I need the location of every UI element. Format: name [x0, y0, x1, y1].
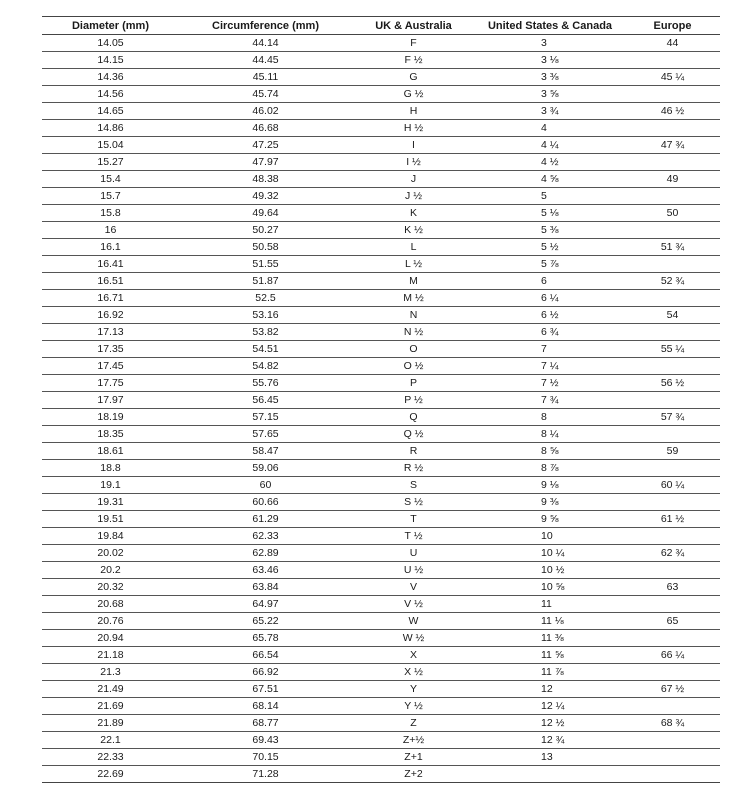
europe-size-cell: [625, 426, 720, 443]
us-size-cell: 11 ⅜: [475, 630, 625, 647]
europe-size-cell: 67 ½: [625, 681, 720, 698]
circumference-cell: 60.66: [179, 494, 352, 511]
circumference-cell: 48.38: [179, 171, 352, 188]
europe-size-cell: 57 ¾: [625, 409, 720, 426]
circumference-cell: 49.64: [179, 205, 352, 222]
diameter-cell: 14.65: [42, 103, 179, 120]
us-size-cell: 4 ¼: [475, 137, 625, 154]
europe-size-cell: [625, 562, 720, 579]
circumference-cell: 65.78: [179, 630, 352, 647]
europe-size-cell: [625, 494, 720, 511]
uk-size-cell: W ½: [352, 630, 475, 647]
us-size-cell: 9 ⅝: [475, 511, 625, 528]
circumference-cell: 61.29: [179, 511, 352, 528]
uk-size-cell: J ½: [352, 188, 475, 205]
uk-size-cell: X ½: [352, 664, 475, 681]
uk-size-cell: Y ½: [352, 698, 475, 715]
table-row: [42, 324, 720, 341]
uk-size-cell: R ½: [352, 460, 475, 477]
uk-size-cell: N ½: [352, 324, 475, 341]
us-size-cell: 6 ¼: [475, 290, 625, 307]
diameter-cell: 21.3: [42, 664, 179, 681]
us-size-cell: 12: [475, 681, 625, 698]
europe-size-cell: [625, 749, 720, 766]
table-row: [42, 749, 720, 766]
europe-size-cell: [625, 596, 720, 613]
diameter-cell: 15.27: [42, 154, 179, 171]
us-size-cell: 3 ¾: [475, 103, 625, 120]
table-row: [42, 222, 720, 239]
uk-size-cell: Z+2: [352, 766, 475, 783]
us-size-cell: 5: [475, 188, 625, 205]
diameter-cell: 20.02: [42, 545, 179, 562]
header-row: [42, 17, 720, 35]
table-row: [42, 562, 720, 579]
diameter-cell: 15.4: [42, 171, 179, 188]
europe-size-cell: [625, 732, 720, 749]
circumference-cell: 57.15: [179, 409, 352, 426]
table-row: [42, 358, 720, 375]
diameter-cell: 20.68: [42, 596, 179, 613]
diameter-cell: 15.04: [42, 137, 179, 154]
europe-size-cell: [625, 528, 720, 545]
diameter-cell: 21.69: [42, 698, 179, 715]
circumference-cell: 57.65: [179, 426, 352, 443]
circumference-cell: 59.06: [179, 460, 352, 477]
uk-size-cell: V: [352, 579, 475, 596]
us-size-cell: 11 ⅛: [475, 613, 625, 630]
table-row: [42, 698, 720, 715]
uk-size-cell: I ½: [352, 154, 475, 171]
circumference-cell: 50.58: [179, 239, 352, 256]
table-row: [42, 613, 720, 630]
circumference-cell: 55.76: [179, 375, 352, 392]
circumference-cell: 69.43: [179, 732, 352, 749]
europe-size-cell: [625, 222, 720, 239]
circumference-cell: 52.5: [179, 290, 352, 307]
circumference-cell: 45.11: [179, 69, 352, 86]
europe-size-cell: [625, 766, 720, 783]
diameter-cell: 19.1: [42, 477, 179, 494]
circumference-cell: 65.22: [179, 613, 352, 630]
uk-size-cell: T: [352, 511, 475, 528]
diameter-cell: 21.18: [42, 647, 179, 664]
header-circumference: Circumference (mm): [179, 17, 352, 35]
uk-size-cell: P ½: [352, 392, 475, 409]
circumference-cell: 66.54: [179, 647, 352, 664]
circumference-cell: 51.87: [179, 273, 352, 290]
us-size-cell: 4 ½: [475, 154, 625, 171]
table-row: [42, 392, 720, 409]
diameter-cell: 16.71: [42, 290, 179, 307]
circumference-cell: 53.82: [179, 324, 352, 341]
europe-size-cell: [625, 256, 720, 273]
diameter-cell: 14.05: [42, 35, 179, 52]
europe-size-cell: 46 ½: [625, 103, 720, 120]
table-row: [42, 103, 720, 120]
europe-size-cell: 61 ½: [625, 511, 720, 528]
diameter-cell: 17.75: [42, 375, 179, 392]
us-size-cell: 5 ⅜: [475, 222, 625, 239]
europe-size-cell: [625, 460, 720, 477]
us-size-cell: 3 ⅛: [475, 52, 625, 69]
us-size-cell: 9 ⅜: [475, 494, 625, 511]
diameter-cell: 16.41: [42, 256, 179, 273]
uk-size-cell: F: [352, 35, 475, 52]
us-size-cell: 11 ⅞: [475, 664, 625, 681]
diameter-cell: 17.45: [42, 358, 179, 375]
us-size-cell: 5 ½: [475, 239, 625, 256]
diameter-cell: 17.97: [42, 392, 179, 409]
europe-size-cell: [625, 120, 720, 137]
uk-size-cell: L ½: [352, 256, 475, 273]
uk-size-cell: L: [352, 239, 475, 256]
circumference-cell: 46.02: [179, 103, 352, 120]
table-row: [42, 120, 720, 137]
us-size-cell: 8: [475, 409, 625, 426]
europe-size-cell: 59: [625, 443, 720, 460]
uk-size-cell: R: [352, 443, 475, 460]
us-size-cell: 3 ⅝: [475, 86, 625, 103]
europe-size-cell: 54: [625, 307, 720, 324]
europe-size-cell: 63: [625, 579, 720, 596]
diameter-cell: 20.94: [42, 630, 179, 647]
europe-size-cell: [625, 358, 720, 375]
table-row: [42, 290, 720, 307]
table-row: [42, 596, 720, 613]
uk-size-cell: Z+½: [352, 732, 475, 749]
circumference-cell: 56.45: [179, 392, 352, 409]
us-size-cell: 4 ⅝: [475, 171, 625, 188]
uk-size-cell: I: [352, 137, 475, 154]
table-row: [42, 154, 720, 171]
europe-size-cell: [625, 290, 720, 307]
circumference-cell: 66.92: [179, 664, 352, 681]
us-size-cell: 8 ⅝: [475, 443, 625, 460]
table-row: [42, 477, 720, 494]
circumference-cell: 51.55: [179, 256, 352, 273]
uk-size-cell: H ½: [352, 120, 475, 137]
diameter-cell: 20.76: [42, 613, 179, 630]
table-body: [42, 35, 720, 783]
header-diameter: Diameter (mm): [42, 17, 179, 35]
table-row: [42, 239, 720, 256]
uk-size-cell: O: [352, 341, 475, 358]
diameter-cell: 20.2: [42, 562, 179, 579]
europe-size-cell: 47 ¾: [625, 137, 720, 154]
us-size-cell: 12 ¼: [475, 698, 625, 715]
circumference-cell: 63.46: [179, 562, 352, 579]
us-size-cell: 12 ¾: [475, 732, 625, 749]
circumference-cell: 44.45: [179, 52, 352, 69]
table-row: [42, 494, 720, 511]
diameter-cell: 22.33: [42, 749, 179, 766]
uk-size-cell: H: [352, 103, 475, 120]
uk-size-cell: G ½: [352, 86, 475, 103]
europe-size-cell: [625, 630, 720, 647]
circumference-cell: 68.14: [179, 698, 352, 715]
europe-size-cell: [625, 52, 720, 69]
diameter-cell: 17.35: [42, 341, 179, 358]
circumference-cell: 63.84: [179, 579, 352, 596]
us-size-cell: 5 ⅛: [475, 205, 625, 222]
table-row: [42, 443, 720, 460]
diameter-cell: 15.7: [42, 188, 179, 205]
table-row: [42, 681, 720, 698]
header-us-canada: United States & Canada: [475, 17, 625, 35]
europe-size-cell: 51 ¾: [625, 239, 720, 256]
circumference-cell: 45.74: [179, 86, 352, 103]
europe-size-cell: [625, 154, 720, 171]
table-row: [42, 647, 720, 664]
diameter-cell: 20.32: [42, 579, 179, 596]
circumference-cell: 71.28: [179, 766, 352, 783]
diameter-cell: 14.15: [42, 52, 179, 69]
uk-size-cell: U ½: [352, 562, 475, 579]
uk-size-cell: N: [352, 307, 475, 324]
us-size-cell: 10 ⅝: [475, 579, 625, 596]
uk-size-cell: P: [352, 375, 475, 392]
europe-size-cell: [625, 392, 720, 409]
diameter-cell: 19.31: [42, 494, 179, 511]
uk-size-cell: K ½: [352, 222, 475, 239]
us-size-cell: [475, 766, 625, 783]
circumference-cell: 68.77: [179, 715, 352, 732]
europe-size-cell: [625, 86, 720, 103]
us-size-cell: 10 ¼: [475, 545, 625, 562]
us-size-cell: 6 ½: [475, 307, 625, 324]
us-size-cell: 9 ⅛: [475, 477, 625, 494]
table-row: [42, 528, 720, 545]
europe-size-cell: 52 ¾: [625, 273, 720, 290]
diameter-cell: 17.13: [42, 324, 179, 341]
europe-size-cell: 60 ¼: [625, 477, 720, 494]
europe-size-cell: 68 ¾: [625, 715, 720, 732]
us-size-cell: 7 ½: [475, 375, 625, 392]
us-size-cell: 7 ¼: [475, 358, 625, 375]
us-size-cell: 11: [475, 596, 625, 613]
uk-size-cell: Q ½: [352, 426, 475, 443]
europe-size-cell: 65: [625, 613, 720, 630]
europe-size-cell: 49: [625, 171, 720, 188]
diameter-cell: 16.51: [42, 273, 179, 290]
uk-size-cell: Z+1: [352, 749, 475, 766]
us-size-cell: 10: [475, 528, 625, 545]
table-header: [42, 17, 720, 35]
uk-size-cell: M: [352, 273, 475, 290]
table-row: [42, 630, 720, 647]
us-size-cell: 10 ½: [475, 562, 625, 579]
circumference-cell: 46.68: [179, 120, 352, 137]
us-size-cell: 12 ½: [475, 715, 625, 732]
circumference-cell: 62.89: [179, 545, 352, 562]
uk-size-cell: F ½: [352, 52, 475, 69]
diameter-cell: 18.61: [42, 443, 179, 460]
diameter-cell: 18.19: [42, 409, 179, 426]
uk-size-cell: M ½: [352, 290, 475, 307]
table-row: [42, 171, 720, 188]
table-row: [42, 545, 720, 562]
table-row: [42, 426, 720, 443]
us-size-cell: 4: [475, 120, 625, 137]
uk-size-cell: X: [352, 647, 475, 664]
table-row: [42, 715, 720, 732]
diameter-cell: 22.69: [42, 766, 179, 783]
table-row: [42, 273, 720, 290]
europe-size-cell: 56 ½: [625, 375, 720, 392]
table-row: [42, 86, 720, 103]
diameter-cell: 16.1: [42, 239, 179, 256]
diameter-cell: 16.92: [42, 307, 179, 324]
uk-size-cell: J: [352, 171, 475, 188]
uk-size-cell: W: [352, 613, 475, 630]
us-size-cell: 11 ⅝: [475, 647, 625, 664]
europe-size-cell: 66 ¼: [625, 647, 720, 664]
us-size-cell: 7: [475, 341, 625, 358]
europe-size-cell: 44: [625, 35, 720, 52]
table-row: [42, 732, 720, 749]
table-row: [42, 341, 720, 358]
europe-size-cell: [625, 188, 720, 205]
circumference-cell: 67.51: [179, 681, 352, 698]
europe-size-cell: [625, 324, 720, 341]
circumference-cell: 62.33: [179, 528, 352, 545]
circumference-cell: 53.16: [179, 307, 352, 324]
uk-size-cell: K: [352, 205, 475, 222]
diameter-cell: 18.8: [42, 460, 179, 477]
us-size-cell: 13: [475, 749, 625, 766]
europe-size-cell: 62 ¾: [625, 545, 720, 562]
header-europe: Europe: [625, 17, 720, 35]
us-size-cell: 8 ¼: [475, 426, 625, 443]
uk-size-cell: S ½: [352, 494, 475, 511]
circumference-cell: 44.14: [179, 35, 352, 52]
table-row: [42, 52, 720, 69]
circumference-cell: 47.25: [179, 137, 352, 154]
table-row: [42, 579, 720, 596]
header-uk-australia: UK & Australia: [352, 17, 475, 35]
uk-size-cell: V ½: [352, 596, 475, 613]
diameter-cell: 18.35: [42, 426, 179, 443]
uk-size-cell: T ½: [352, 528, 475, 545]
table-row: [42, 307, 720, 324]
circumference-cell: 54.51: [179, 341, 352, 358]
table-row: [42, 460, 720, 477]
table-row: [42, 137, 720, 154]
table-row: [42, 511, 720, 528]
us-size-cell: 3 ⅜: [475, 69, 625, 86]
table-row: [42, 409, 720, 426]
circumference-cell: 47.97: [179, 154, 352, 171]
circumference-cell: 50.27: [179, 222, 352, 239]
table-row: [42, 256, 720, 273]
diameter-cell: 15.8: [42, 205, 179, 222]
us-size-cell: 3: [475, 35, 625, 52]
table-row: [42, 35, 720, 52]
circumference-cell: 64.97: [179, 596, 352, 613]
uk-size-cell: Q: [352, 409, 475, 426]
uk-size-cell: O ½: [352, 358, 475, 375]
europe-size-cell: 50: [625, 205, 720, 222]
diameter-cell: 19.51: [42, 511, 179, 528]
circumference-cell: 58.47: [179, 443, 352, 460]
diameter-cell: 21.89: [42, 715, 179, 732]
table-row: [42, 375, 720, 392]
us-size-cell: 8 ⅞: [475, 460, 625, 477]
europe-size-cell: [625, 664, 720, 681]
diameter-cell: 16: [42, 222, 179, 239]
us-size-cell: 5 ⅞: [475, 256, 625, 273]
uk-size-cell: Z: [352, 715, 475, 732]
circumference-cell: 49.32: [179, 188, 352, 205]
circumference-cell: 60: [179, 477, 352, 494]
table-row: [42, 664, 720, 681]
uk-size-cell: U: [352, 545, 475, 562]
diameter-cell: 14.86: [42, 120, 179, 137]
table-row: [42, 205, 720, 222]
diameter-cell: 22.1: [42, 732, 179, 749]
europe-size-cell: [625, 698, 720, 715]
uk-size-cell: S: [352, 477, 475, 494]
uk-size-cell: Y: [352, 681, 475, 698]
diameter-cell: 21.49: [42, 681, 179, 698]
diameter-cell: 14.56: [42, 86, 179, 103]
us-size-cell: 7 ¾: [475, 392, 625, 409]
uk-size-cell: G: [352, 69, 475, 86]
circumference-cell: 54.82: [179, 358, 352, 375]
table-row: [42, 69, 720, 86]
diameter-cell: 14.36: [42, 69, 179, 86]
us-size-cell: 6: [475, 273, 625, 290]
europe-size-cell: 45 ¼: [625, 69, 720, 86]
ring-size-table: [42, 16, 720, 783]
us-size-cell: 6 ¾: [475, 324, 625, 341]
circumference-cell: 70.15: [179, 749, 352, 766]
europe-size-cell: 55 ¼: [625, 341, 720, 358]
table-row: [42, 188, 720, 205]
diameter-cell: 19.84: [42, 528, 179, 545]
table-row: [42, 766, 720, 783]
